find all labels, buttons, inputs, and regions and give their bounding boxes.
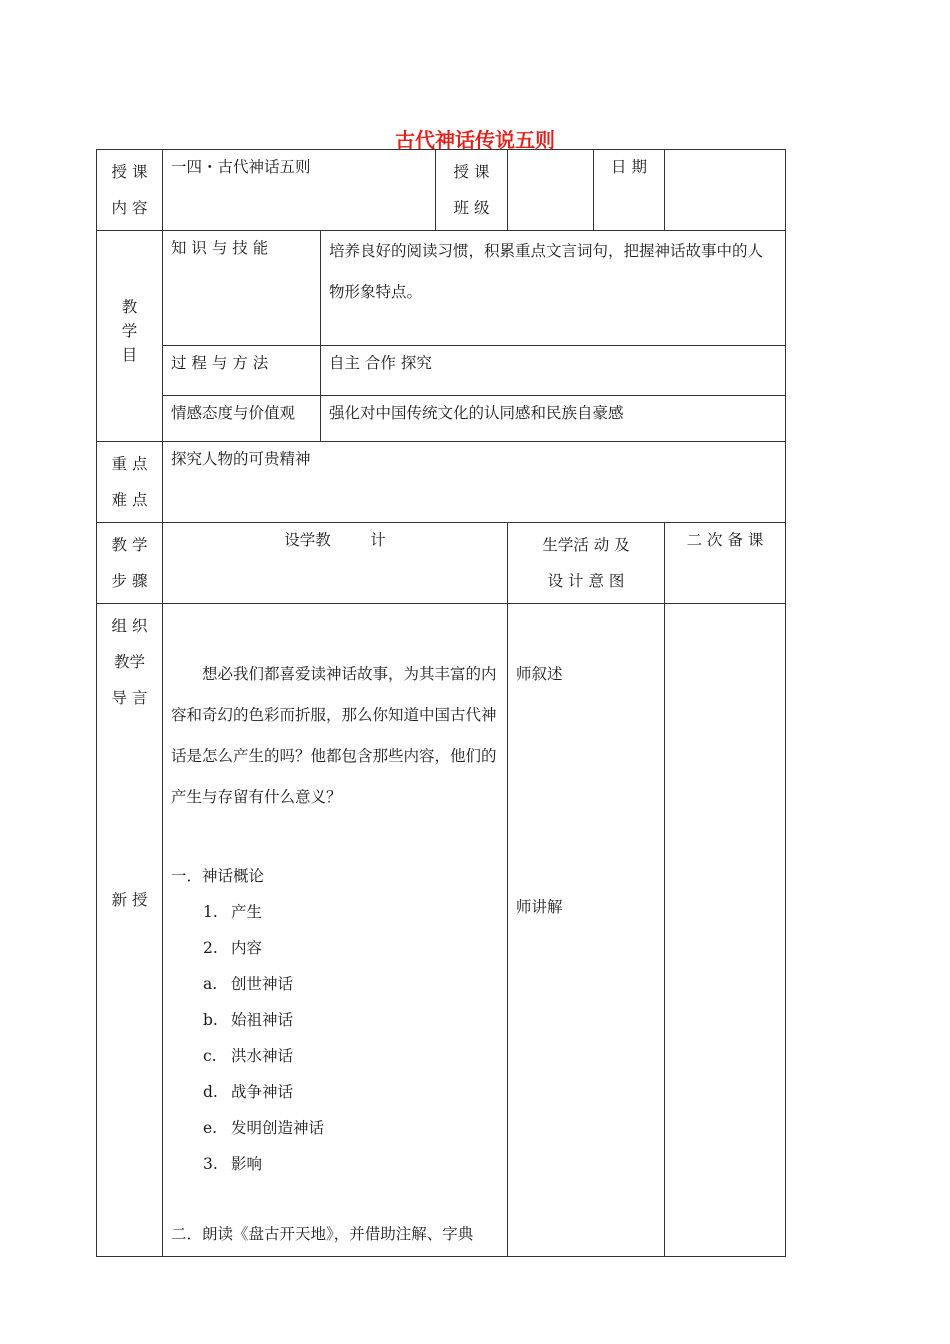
section1-list <box>171 894 499 1182</box>
objective-label-cell <box>163 231 321 346</box>
activity-header-line2: 设 计 意 图 <box>547 572 625 590</box>
key-points-label-line2: 难 点 <box>111 491 148 509</box>
content-label-line2: 内 容 <box>111 199 148 217</box>
step-organize-line1: 组 织 <box>111 617 148 635</box>
activity-cell <box>508 604 665 1257</box>
objective-label-emotion: 情感态度与价值观 <box>171 404 296 422</box>
class-value-cell <box>508 150 594 231</box>
steps-header-cell <box>97 523 163 604</box>
second-header: 二 次 备 课 <box>686 531 764 549</box>
section2-title: 二．朗读《盘古开天地》，并借助注解、字典 <box>171 1225 474 1243</box>
steps-header-line1: 教 学 <box>111 536 148 554</box>
class-label-line1: 授 课 <box>453 163 490 181</box>
list-item: c. 洪水神话 <box>203 1047 294 1065</box>
second-header-cell <box>665 523 786 604</box>
list-item: e. 发明创造神话 <box>203 1119 325 1137</box>
date-value-cell <box>665 150 786 231</box>
content-label-line1: 授 课 <box>111 163 148 181</box>
activity-header-cell <box>508 523 665 604</box>
list-item: a. 创世神话 <box>203 975 294 993</box>
key-points-label-cell <box>97 442 163 523</box>
list-item: d. 战争神话 <box>203 1083 294 1101</box>
objective-text-knowledge: 培养良好的阅读习惯，积累重点文言词句，把握神话故事中的人物形象特点。 <box>329 242 764 301</box>
content-label-cell <box>97 150 163 231</box>
steps-cell <box>97 604 163 1257</box>
page-title: 古代神话传说五则 <box>395 128 555 152</box>
steps-header-line2: 步 骤 <box>111 572 148 590</box>
objective-text-cell <box>321 231 786 346</box>
body-row <box>97 604 786 1257</box>
intro-paragraph: 想必我们都喜爱读神话故事，为其丰富的内容和奇幻的色彩而折服，那么你知道中国古代神话是怎么产生的吗？他都包含那些内容，他们的产生与存留有什么意义？ <box>171 665 497 806</box>
key-points-text: 探究人物的可贵精神 <box>171 450 311 468</box>
objective-label-cell <box>163 346 321 396</box>
date-label: 日 期 <box>611 158 647 176</box>
objective-text-cell <box>321 396 786 442</box>
key-points-text-cell <box>163 442 786 523</box>
step-intro: 导 言 <box>111 689 148 707</box>
objective-text-cell <box>321 346 786 396</box>
columns-header-row <box>97 523 786 604</box>
objective-label-knowledge: 知 识 与 技 能 <box>171 239 269 257</box>
lesson-plan-table <box>96 149 786 1257</box>
design-header: 设学教 计 <box>284 531 386 549</box>
objective-text-emotion: 强化对中国传统文化的认同感和民族自豪感 <box>329 404 624 422</box>
objective-label-process: 过 程 与 方 法 <box>171 354 269 372</box>
objectives-label: 教学目 <box>121 298 138 364</box>
second-cell <box>665 604 786 1257</box>
content-value: 一四・古代神话五则 <box>171 158 311 176</box>
list-item: 1. 产生 <box>203 903 263 921</box>
list-item: 3. 影响 <box>203 1155 263 1173</box>
objective-text-process: 自主 合作 探究 <box>329 354 432 372</box>
key-points-row <box>97 442 786 523</box>
list-item: 2. 内容 <box>203 939 263 957</box>
list-item: b. 始祖神话 <box>203 1011 294 1029</box>
class-value <box>508 150 593 158</box>
section1-title: 一．神话概论 <box>171 867 265 885</box>
objective-row-process <box>97 346 786 396</box>
date-value <box>665 150 785 158</box>
objective-row-emotion <box>97 396 786 442</box>
objective-row-knowledge <box>97 231 786 346</box>
class-label-cell <box>436 150 508 231</box>
design-header-cell <box>163 523 508 604</box>
class-label-line2: 班 级 <box>453 199 490 217</box>
design-cell <box>163 604 508 1257</box>
activity-new: 师讲解 <box>516 898 563 916</box>
content-value-cell <box>163 150 436 231</box>
activity-header-line1: 生学活 动 及 <box>542 536 630 554</box>
step-new: 新 授 <box>111 891 148 909</box>
key-points-label-line1: 重 点 <box>111 455 148 473</box>
objective-label-cell <box>163 396 321 442</box>
objectives-label-cell <box>97 231 163 442</box>
date-label-cell <box>594 150 665 231</box>
step-organize-line2: 教学 <box>113 653 145 671</box>
activity-intro: 师叙述 <box>516 665 563 683</box>
header-row <box>97 150 786 231</box>
